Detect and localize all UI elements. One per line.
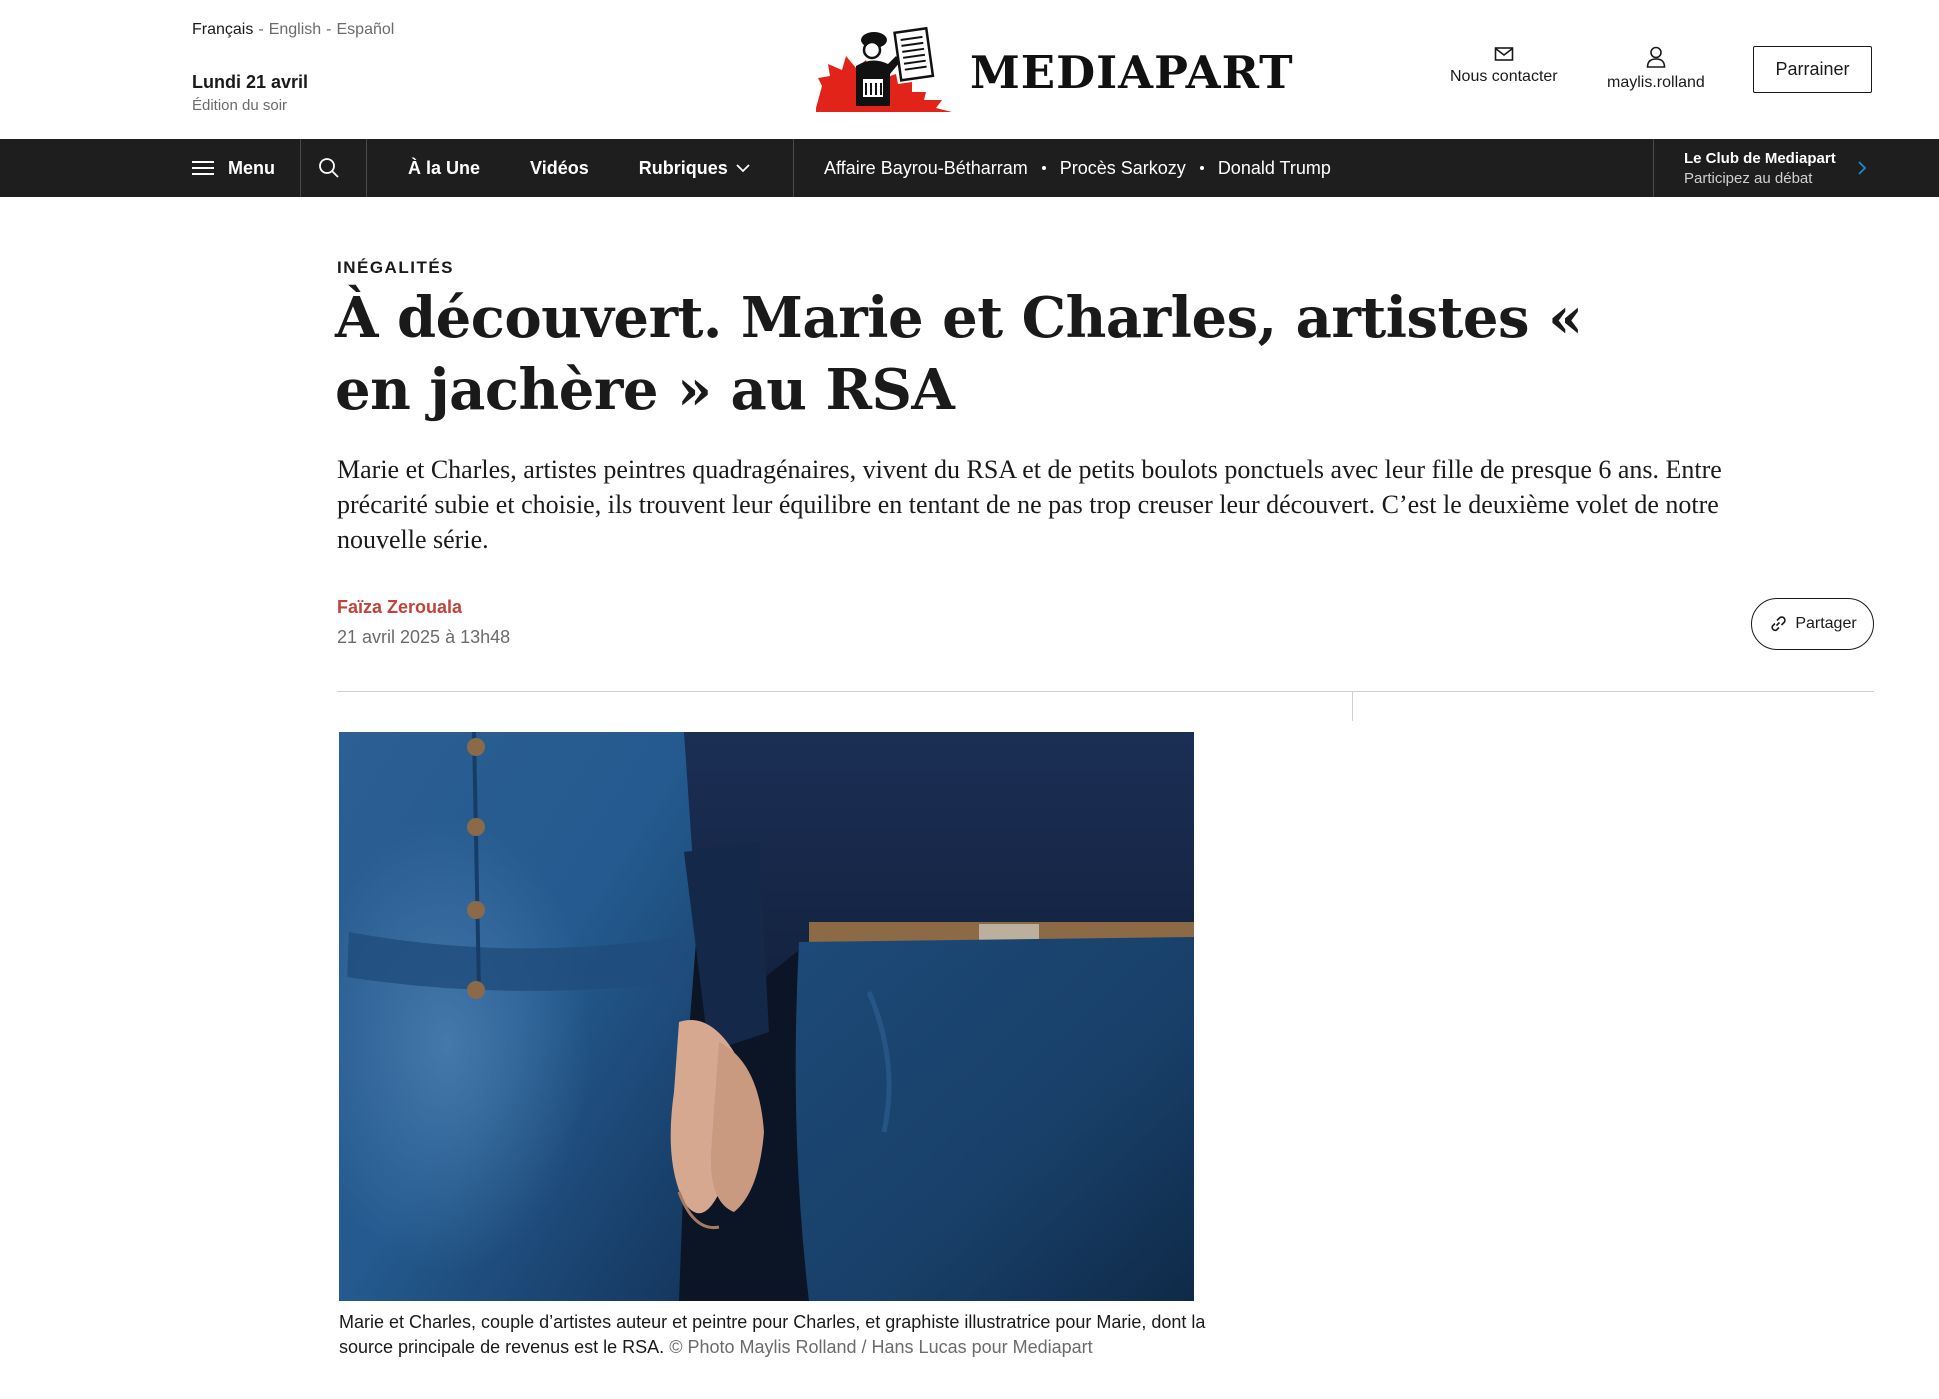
article-divider-tick <box>1352 691 1353 721</box>
account-link[interactable] <box>1607 46 1705 92</box>
edition-label: Édition du soir <box>192 97 288 114</box>
menu-button[interactable] <box>192 139 275 197</box>
envelope-icon <box>1494 46 1514 62</box>
nav-divider <box>1653 139 1654 197</box>
chevron-down-icon <box>736 164 750 173</box>
chevron-right-icon <box>1858 139 1867 197</box>
topic-separator <box>1200 166 1204 170</box>
account-label: maylis.rolland <box>1607 74 1705 91</box>
nav-main-items <box>408 139 800 197</box>
language-switcher: Français - English - Español <box>192 21 395 38</box>
lang-espanol[interactable]: Español <box>336 21 395 38</box>
topic-proces-sarkozy[interactable]: Procès Sarkozy <box>1059 157 1186 178</box>
topic-affaire-bayrou[interactable]: Affaire Bayrou-Bétharram <box>824 157 1028 178</box>
nav-divider <box>300 139 301 197</box>
article-title: À découvert. Marie et Charles, artistes « en jachère » au RSA <box>335 285 1583 423</box>
nav-a-la-une[interactable]: À la Une <box>408 157 481 178</box>
mediapart-logo[interactable] <box>816 26 1294 112</box>
nav-rubriques[interactable]: Rubriques <box>639 158 750 179</box>
parrainer-button[interactable]: Parrainer <box>1753 46 1872 93</box>
nav-divider <box>793 139 794 197</box>
nav-hot-topics <box>824 139 1331 197</box>
photo-caption <box>339 1310 1209 1360</box>
main-navigation <box>0 139 1939 197</box>
lang-english[interactable]: English <box>268 21 322 38</box>
search-icon <box>318 157 340 179</box>
nav-divider <box>366 139 367 197</box>
current-date: Lundi 21 avril <box>192 72 309 92</box>
caption-text: Marie et Charles, couple d’artistes auteur et peintre pour Charles, et graphiste illustratrice pour Marie, dont la source principale de revenus est le RSA. <box>339 1312 1206 1357</box>
link-icon <box>1768 614 1788 634</box>
user-icon <box>1646 46 1666 68</box>
article-author[interactable]: Faïza Zerouala <box>337 597 463 617</box>
topic-donald-trump[interactable]: Donald Trump <box>1217 157 1331 178</box>
club-title: Le Club de Mediapart <box>1684 149 1836 167</box>
menu-label: Menu <box>228 157 275 178</box>
share-button[interactable] <box>1751 598 1874 650</box>
club-subtitle: Participez au débat <box>1684 169 1813 187</box>
site-header <box>0 0 1939 139</box>
contact-link[interactable] <box>1450 46 1558 86</box>
contact-label: Nous contacter <box>1450 68 1558 85</box>
search-button[interactable] <box>318 139 340 197</box>
publication-date: 21 avril 2025 à 13h48 <box>337 627 511 647</box>
article-divider <box>337 691 1874 692</box>
hamburger-icon <box>192 161 214 175</box>
photo-denim-couple-holding-hands <box>339 732 1194 1301</box>
article-section-kicker[interactable]: INÉGALITÉS <box>337 258 455 277</box>
topic-separator <box>1042 166 1046 170</box>
photo-credit: © Photo Maylis Rolland / Hans Lucas pour Mediapart <box>669 1337 1093 1357</box>
club-mediapart-link[interactable] <box>1684 139 1836 197</box>
nav-videos[interactable]: Vidéos <box>530 157 589 178</box>
article-lead: Marie et Charles, artistes peintres quadragénaires, vivent du RSA et de petits boulots ponctuels avec leur fille de presque 6 ans. Entre précarité subie et choisie, ils trouvent leur équilibre en tentant de ne pas trop creuser leur découvert. C’est le deuxième volet de notre nouvelle série. <box>337 455 1722 554</box>
article-main-photo <box>339 732 1194 1301</box>
share-label: Partager <box>1795 615 1857 632</box>
newspaper-crier-logo-icon <box>816 26 952 112</box>
lang-francais[interactable]: Français <box>192 21 254 38</box>
logo-wordmark: MEDIAPART <box>970 45 1294 99</box>
